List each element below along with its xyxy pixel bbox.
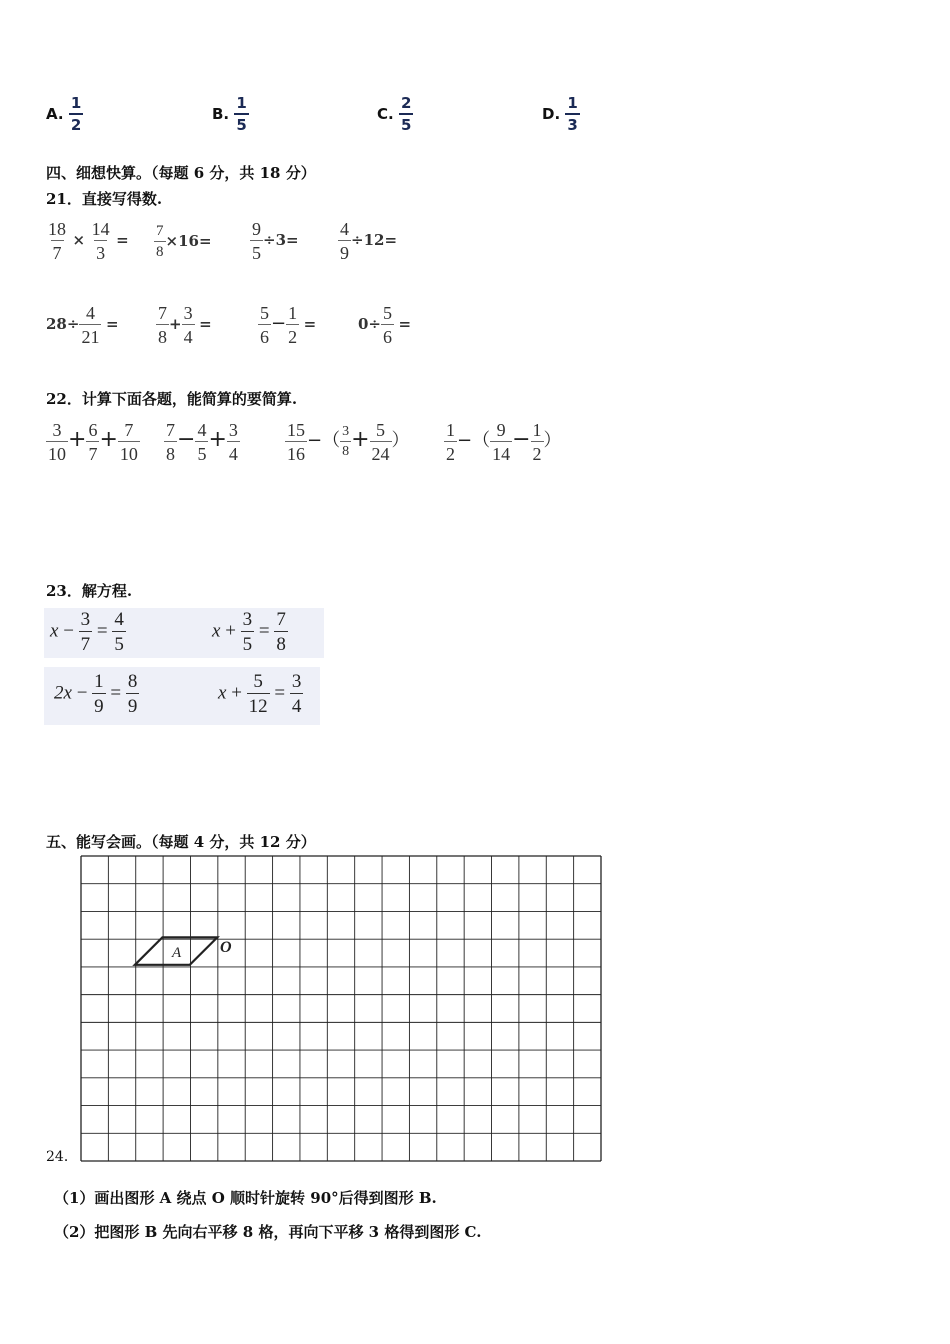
- q21-item-6: $\frac{7}{8}$ + $\frac{3}{4}$ =: [158, 303, 212, 347]
- choice-b: [212, 96, 249, 133]
- instruction-1: （1）画出图形 A 绕点 O 顺时针旋转 90°后得到图形 B.: [54, 1189, 437, 1207]
- q22-expression-4: $\frac{1}{2}$ −（ $\frac{9}{14}$ − $\frac{1}{2}$ ）: [446, 420, 562, 464]
- choice-fraction: $\frac{1}{5}$: [236, 94, 247, 134]
- choice-c: [377, 96, 413, 133]
- choice-fraction: $\frac{2}{5}$: [400, 94, 412, 134]
- equation-2: x + $\frac{3}{5}$ = $\frac{7}{8}$: [212, 609, 286, 655]
- section-4-title: 四、细想快算。（每题 6 分，共 18 分）: [46, 164, 316, 182]
- section-5-title: 五、能写会画。（每题 4 分，共 12 分）: [46, 833, 316, 851]
- choice-letter: C.: [377, 105, 394, 123]
- question-23-label: 23．解方程.: [46, 582, 133, 600]
- choice-letter: A.: [46, 105, 64, 123]
- question-22-label: 22．计算下面各题，能简算的要简算.: [46, 390, 298, 408]
- point-label-o: O: [220, 939, 232, 956]
- q21-item-1: $\frac{18}{7}$ × $\frac{14}{3}$ =: [48, 219, 129, 263]
- choice-letter: D.: [542, 105, 561, 123]
- equation-4: x + $\frac{5}{12}$ = $\frac{3}{4}$: [218, 671, 302, 717]
- choice-letter: B.: [212, 105, 230, 123]
- grid-lines: [81, 856, 601, 1161]
- q21-item-5: 28÷ $\frac{4}{21}$ =: [46, 303, 119, 347]
- choice-fraction: $\frac{1}{3}$: [567, 94, 578, 134]
- q21-item-3: $\frac{9}{5}$ ÷3=: [252, 219, 299, 263]
- equation-3: 2x − $\frac{1}{9}$ = $\frac{8}{9}$: [54, 671, 138, 717]
- q21-item-7: $\frac{5}{6}$ − $\frac{1}{2}$ =: [260, 303, 317, 347]
- choice-d: [542, 96, 580, 133]
- q22-expression-2: $\frac{7}{8}$ − $\frac{4}{5}$ + $\frac{3}{4}$: [166, 420, 238, 464]
- choice-fraction: $\frac{1}{2}$: [70, 94, 82, 134]
- q21-item-2: $\frac{7}{8}$ ×16=: [156, 223, 212, 260]
- drawing-grid: [80, 855, 602, 1162]
- q22-expression-1: $\frac{3}{10}$ + $\frac{6}{7}$ + $\frac{7}{10}$: [48, 420, 138, 464]
- question-24-label: 24．: [46, 1149, 78, 1165]
- q21-item-8: 0÷ $\frac{5}{6}$ =: [358, 303, 412, 347]
- q21-item-4: $\frac{4}{9}$ ÷12=: [340, 219, 398, 263]
- choice-a: [46, 96, 83, 133]
- shape-label-a: A: [172, 945, 182, 961]
- equation-1: x − $\frac{3}{7}$ = $\frac{4}{5}$: [50, 609, 124, 655]
- question-21-label: 21．直接写得数.: [46, 190, 163, 208]
- instruction-2: （2）把图形 B 先向右平移 8 格，再向下平移 3 格得到图形 C.: [54, 1223, 482, 1241]
- q22-expression-3: $\frac{15}{16}$ −（ $\frac{3}{8}$ + $\frac{5}{24}$ ）: [287, 420, 410, 464]
